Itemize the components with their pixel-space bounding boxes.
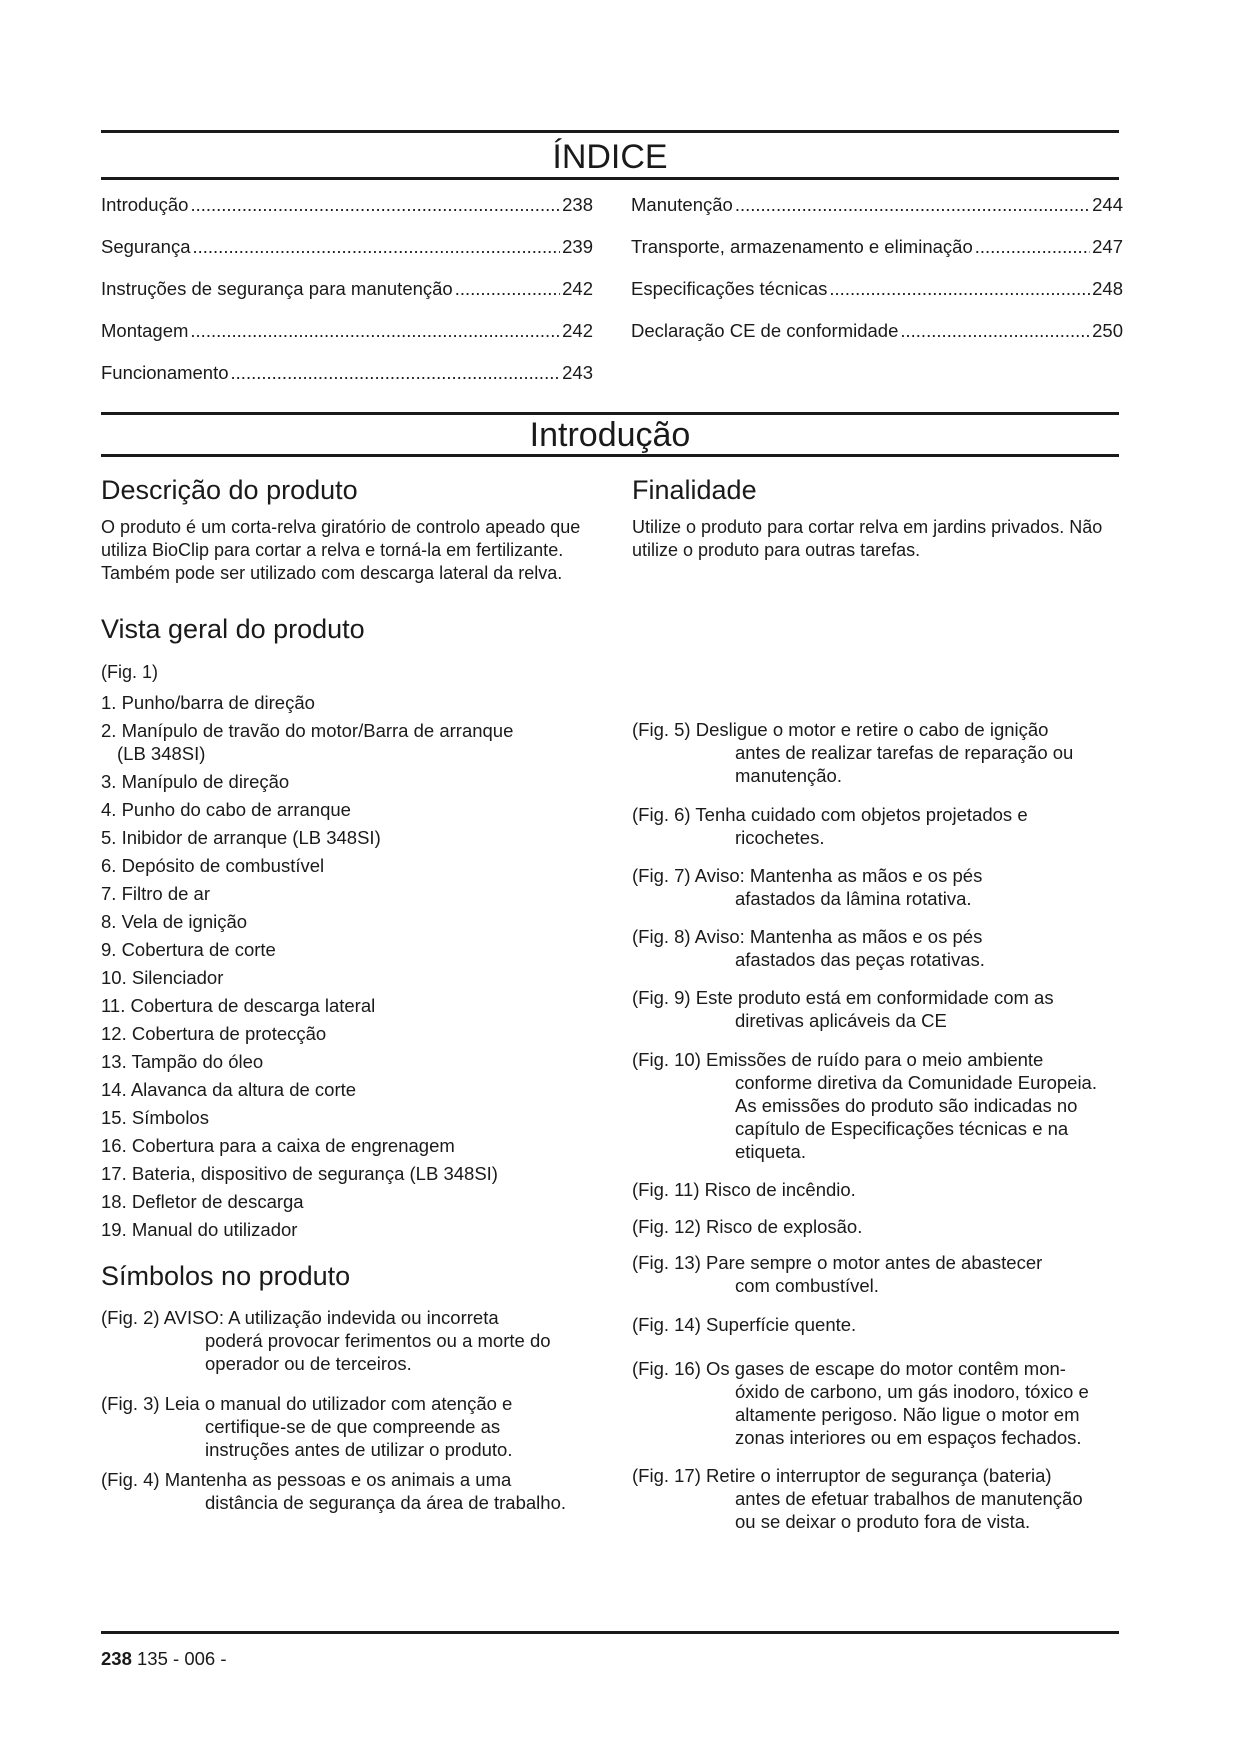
description-text: O produto é um corta-relva giratório de controlo apeado que utiliza BioClip para cortar a relva e torná-la em fertilizante. Também pode ser utilizado com descarga lateral da relva. (101, 517, 581, 583)
description-heading: Descrição do produto (101, 475, 358, 505)
toc-entry-page: 242 (562, 320, 593, 341)
symbol-text-line: distância de segurança da área de trabalho. (205, 1492, 567, 1513)
symbol-text-line: afastados das peças rotativas. (735, 949, 985, 970)
list-item: 17. Bateria, dispositivo de segurança (LB 348SI) (101, 1163, 498, 1184)
toc-entry-title: Instruções de segurança para manutenção (101, 278, 453, 299)
symbols-right-list (632, 718, 1137, 1533)
overview-parts-list (101, 691, 606, 1246)
symbol-fig-ref: (Fig. 8) (632, 926, 691, 947)
symbol-entry (632, 1251, 1137, 1313)
symbol-text-line: etiqueta. (735, 1141, 806, 1162)
overview-heading: Vista geral do produto (101, 614, 365, 644)
symbol-text: Mantenha as pessoas e os animais a uma (164, 1469, 512, 1490)
symbol-entry (632, 986, 1137, 1048)
symbol-text: Os gases de escape do motor contêm mon- (706, 1358, 1066, 1379)
symbol-text: Emissões de ruído para o meio ambiente (706, 1049, 1044, 1070)
symbol-text-line: instruções antes de utilizar o produto. (205, 1439, 513, 1460)
toc-leader-dots (190, 319, 560, 343)
toc-entry[interactable] (631, 277, 1123, 319)
list-item-continuation: (LB 348SI) (117, 743, 206, 764)
symbol-text-line: com combustível. (735, 1275, 879, 1296)
page-number: 238 (101, 1648, 132, 1669)
symbol-fig-ref: (Fig. 10) (632, 1049, 701, 1070)
toc-entry[interactable] (101, 361, 593, 403)
toc-entry-page: 243 (562, 362, 593, 383)
symbol-entry (632, 1178, 1137, 1215)
toc-entry-title: Introdução (101, 194, 189, 215)
toc-entry-page: 239 (562, 236, 593, 257)
symbol-text-line: afastados da lâmina rotativa. (735, 888, 972, 909)
symbols-heading: Símbolos no produto (101, 1261, 351, 1291)
symbol-text: Este produto está em conformidade com as (695, 987, 1054, 1008)
toc-entry[interactable] (101, 319, 593, 361)
index-bottom-rule (101, 177, 1119, 180)
list-item: 10. Silenciador (101, 967, 224, 988)
footer-rule (101, 1631, 1119, 1634)
toc-entry-title: Montagem (101, 320, 189, 341)
toc-entry-title: Segurança (101, 236, 191, 257)
toc-entry-page: 248 (1092, 278, 1123, 299)
list-item: 5. Inibidor de arranque (LB 348SI) (101, 827, 381, 848)
symbol-fig-ref: (Fig. 16) (632, 1358, 701, 1379)
symbol-text: Pare sempre o motor antes de abastecer (706, 1252, 1043, 1273)
symbol-fig-ref: (Fig. 3) (101, 1393, 160, 1414)
symbol-text: AVISO: A utilização indevida ou incorreta (163, 1307, 499, 1328)
toc-entry-page: 250 (1092, 320, 1123, 341)
toc-right-column (631, 193, 1123, 361)
symbol-text-line: conforme diretiva da Comunidade Europeia. (735, 1072, 1097, 1093)
toc-leader-dots (190, 193, 560, 217)
symbol-text-line: óxido de carbono, um gás inodoro, tóxico e (735, 1381, 1089, 1402)
symbol-entry (632, 1048, 1137, 1178)
right-column (632, 474, 1137, 1532)
symbol-entry (632, 1215, 1137, 1251)
symbol-fig-ref: (Fig. 6) (632, 804, 691, 825)
intro-bottom-rule (101, 454, 1119, 457)
symbol-entry (632, 1464, 1137, 1533)
symbol-text-line: diretivas aplicáveis da CE (735, 1010, 947, 1031)
symbol-text-line: antes de realizar tarefas de reparação ou (735, 742, 1074, 763)
symbol-text-line: capítulo de Especificações técnicas e na (735, 1118, 1069, 1139)
symbol-fig-ref: (Fig. 12) (632, 1216, 701, 1237)
symbol-entry (101, 1306, 606, 1392)
symbol-entry (632, 718, 1137, 803)
list-item: 18. Defletor de descarga (101, 1191, 304, 1212)
symbol-fig-ref: (Fig. 4) (101, 1469, 160, 1490)
list-item (101, 719, 606, 770)
list-item: 8. Vela de ignição (101, 911, 248, 932)
list-item-text: 2. Manípulo de travão do motor/Barra de arranque (101, 720, 514, 741)
symbol-text: Superfície quente. (706, 1314, 857, 1335)
list-item: 13. Tampão do óleo (101, 1051, 264, 1072)
symbol-text-line: manutenção. (735, 765, 842, 786)
symbol-fig-ref: (Fig. 13) (632, 1252, 701, 1273)
list-item: 19. Manual do utilizador (101, 1219, 298, 1240)
symbol-fig-ref: (Fig. 11) (632, 1179, 700, 1200)
symbols-left-list (101, 1306, 606, 1514)
symbol-text: Retire o interruptor de segurança (bateria) (706, 1465, 1052, 1486)
symbol-text-line: zonas interiores ou em espaços fechados. (735, 1427, 1082, 1448)
toc-leader-dots (192, 235, 560, 259)
symbol-entry (632, 803, 1137, 864)
symbol-fig-ref: (Fig. 17) (632, 1465, 701, 1486)
list-item: 16. Cobertura para a caixa de engrenagem (101, 1135, 455, 1156)
page-footer (101, 1648, 227, 1670)
symbol-text-line: poderá provocar ferimentos ou a morte do (205, 1330, 551, 1351)
symbol-entry (101, 1468, 606, 1514)
symbol-entry (632, 1313, 1137, 1357)
index-top-rule (101, 130, 1119, 133)
symbol-text-line: certifique-se de que compreende as (205, 1416, 501, 1437)
list-item: 12. Cobertura de protecção (101, 1023, 327, 1044)
list-item: 14. Alavanca da altura de corte (101, 1079, 357, 1100)
toc-entry-title: Manutenção (631, 194, 733, 215)
symbol-text: Desligue o motor e retire o cabo de ignição (695, 719, 1049, 740)
symbol-text-line: ou se deixar o produto fora de vista. (735, 1511, 1031, 1532)
toc-leader-dots (900, 319, 1090, 343)
purpose-text: Utilize o produto para cortar relva em jardins privados. Não utilize o produto para outras tarefas. (632, 517, 1103, 560)
list-item: 15. Símbolos (101, 1107, 209, 1128)
symbol-text-line: altamente perigoso. Não ligue o motor em (735, 1404, 1080, 1425)
toc-entry[interactable] (631, 319, 1123, 361)
list-item: 11. Cobertura de descarga lateral (101, 995, 376, 1016)
toc-leader-dots (455, 277, 560, 301)
symbol-text: Risco de explosão. (706, 1216, 863, 1237)
list-item: 1. Punho/barra de direção (101, 692, 315, 713)
symbol-text-line: ricochetes. (735, 827, 825, 848)
symbol-fig-ref: (Fig. 2) (101, 1307, 160, 1328)
toc-entry-title: Funcionamento (101, 362, 229, 383)
symbol-fig-ref: (Fig. 7) (632, 865, 691, 886)
toc-entry-title: Especificações técnicas (631, 278, 828, 299)
toc-entry[interactable] (101, 235, 593, 277)
list-item: 9. Cobertura de corte (101, 939, 276, 960)
intro-title: Introdução (529, 416, 691, 454)
toc-leader-dots (231, 361, 561, 385)
symbol-text: Tenha cuidado com objetos projetados e (695, 804, 1028, 825)
list-item: 4. Punho do cabo de arranque (101, 799, 351, 820)
symbol-entry (632, 864, 1137, 925)
symbol-text-line: operador ou de terceiros. (205, 1353, 412, 1374)
toc-leader-dots (975, 235, 1090, 259)
symbol-text: Risco de incêndio. (704, 1179, 856, 1200)
toc-entry-page: 242 (562, 278, 593, 299)
toc-entry[interactable] (101, 277, 593, 319)
document-code: 135 - 006 - (137, 1648, 227, 1669)
toc-entry-title: Declaração CE de conformidade (631, 320, 899, 341)
index-title: ÍNDICE (552, 138, 668, 176)
toc-entry[interactable] (631, 193, 1123, 235)
toc-leader-dots (829, 277, 1090, 301)
toc-left-column (101, 193, 593, 403)
list-item: 6. Depósito de combustível (101, 855, 325, 876)
symbol-fig-ref: (Fig. 14) (632, 1314, 701, 1335)
symbol-text-line: antes de efetuar trabalhos de manutenção (735, 1488, 1083, 1509)
symbol-text: Aviso: Mantenha as mãos e os pés (694, 926, 983, 947)
toc-entry-title: Transporte, armazenamento e eliminação (631, 236, 973, 257)
symbol-text-line: As emissões do produto são indicadas no (735, 1095, 1078, 1116)
purpose-heading: Finalidade (632, 475, 757, 505)
toc-leader-dots (735, 193, 1090, 217)
symbol-text: Leia o manual do utilizador com atenção e (164, 1393, 513, 1414)
symbol-entry (632, 925, 1137, 986)
list-item: 7. Filtro de ar (101, 883, 210, 904)
overview-fig-ref: (Fig. 1) (101, 662, 159, 682)
symbol-text: Aviso: Mantenha as mãos e os pés (694, 865, 983, 886)
toc-entry-page: 244 (1092, 194, 1123, 215)
left-column (101, 474, 606, 1514)
toc-entry-page: 238 (562, 194, 593, 215)
symbol-fig-ref: (Fig. 9) (632, 987, 691, 1008)
symbol-fig-ref: (Fig. 5) (632, 719, 691, 740)
toc-entry-page: 247 (1092, 236, 1123, 257)
symbol-entry (632, 1357, 1137, 1464)
symbol-entry (101, 1392, 606, 1468)
toc-entry[interactable] (101, 193, 593, 235)
list-item: 3. Manípulo de direção (101, 771, 290, 792)
toc-entry[interactable] (631, 235, 1123, 277)
